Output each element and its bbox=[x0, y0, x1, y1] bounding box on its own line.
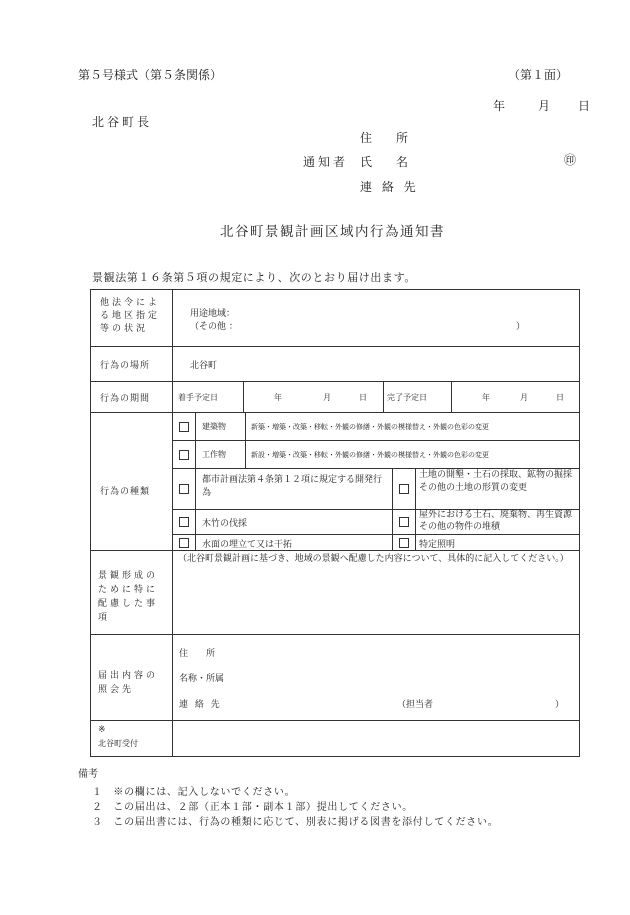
land-change-label: 土地の開墾・土石の採取、鉱物の掘採その他の土地の形質の変更 bbox=[419, 470, 573, 493]
other-zone-label: （その他 ： bbox=[190, 322, 238, 332]
start-day: 日 bbox=[359, 393, 367, 402]
page-label: （第１面） bbox=[508, 68, 569, 82]
building-label: 建築物 bbox=[202, 422, 226, 431]
building-checkbox[interactable] bbox=[179, 422, 189, 432]
consideration-input-area[interactable] bbox=[173, 580, 579, 634]
development-label: 都市計画法第４条第１２項に規定する開発行為 bbox=[202, 475, 383, 498]
structure-label: 工作物 bbox=[202, 450, 226, 459]
start-date-label: 着手予定日 bbox=[178, 393, 218, 402]
period-label: 行為の期間 bbox=[100, 394, 151, 404]
note-item: ２ この届出は、２部（正本１部・副本１部）提出してください。 bbox=[92, 802, 413, 813]
use-zone-label: 用途地域： bbox=[190, 309, 236, 319]
submitter-contact-label: 連 絡 先 bbox=[179, 700, 222, 710]
lighting-label: 特定照明 bbox=[419, 540, 456, 550]
location-value: 北谷町 bbox=[190, 361, 218, 371]
submitter-name-label: 名称・所属 bbox=[179, 674, 225, 684]
storage-label: 屋外における土石、廃棄物、再生資源その他の物件の堆積 bbox=[419, 510, 573, 532]
reclamation-checkbox[interactable] bbox=[179, 538, 189, 548]
end-date-label: 完了予定日 bbox=[387, 393, 427, 402]
notifier-label: 通知者 bbox=[303, 155, 349, 169]
date-month-label: 月 bbox=[538, 99, 551, 113]
notes-title: 備考 bbox=[78, 769, 98, 780]
note-item: ３ この届出書には、行為の種類に応じて、別表に掲げる図書を添付してください。 bbox=[92, 817, 499, 828]
land-change-checkbox[interactable] bbox=[399, 484, 409, 494]
storage-checkbox[interactable] bbox=[399, 517, 409, 527]
person-in-charge-close: ） bbox=[555, 700, 565, 710]
consideration-instruction: （北谷町景観計画に基づき、地域の景観へ配慮した内容について、具体的に記入してください。） bbox=[178, 554, 569, 564]
reception-mark: ※ bbox=[98, 725, 106, 735]
note-item: １ ※の欄には、記入しないでください。 bbox=[92, 787, 296, 798]
lighting-checkbox[interactable] bbox=[399, 538, 409, 548]
kind-label: 行為の種類 bbox=[100, 487, 151, 497]
seal-mark: ㊞ bbox=[564, 153, 577, 167]
development-checkbox[interactable] bbox=[179, 484, 189, 494]
date-day-label: 日 bbox=[578, 99, 591, 113]
date-year-label: 年 bbox=[493, 99, 506, 113]
building-desc: 新築・増築・改築・移転・外観の修繕・外観の模様替え・外観の色彩の変更 bbox=[251, 423, 489, 431]
addressee: 北谷町長 bbox=[92, 115, 153, 129]
tree-cutting-label: 木竹の伐採 bbox=[202, 519, 248, 529]
person-in-charge-label: （担当者 bbox=[397, 700, 434, 710]
structure-desc: 新設・増築・改築・移転・外観の修繕・外観の模様替え・外観の色彩の変更 bbox=[251, 451, 489, 459]
notifier-contact-label: 連 絡 先 bbox=[360, 180, 419, 194]
end-month: 月 bbox=[520, 393, 528, 402]
notifier-address-label: 住 所 bbox=[360, 131, 409, 145]
reception-label: 北谷町受付 bbox=[98, 739, 138, 748]
end-day: 日 bbox=[556, 393, 564, 402]
notifier-name-label: 氏 名 bbox=[360, 155, 409, 169]
other-law-label: 他法令による地区指定等の状況 bbox=[100, 298, 161, 334]
location-label: 行為の場所 bbox=[100, 361, 151, 371]
other-zone-close: ） bbox=[516, 322, 526, 332]
tree-cutting-checkbox[interactable] bbox=[179, 517, 189, 527]
end-year: 年 bbox=[482, 393, 490, 402]
intro-text: 景観法第１６条第５項の規定により、次のとおり届け出ます。 bbox=[92, 271, 416, 284]
document-title: 北谷町景観計画区域内行為通知書 bbox=[220, 224, 445, 240]
start-year: 年 bbox=[274, 393, 282, 402]
structure-checkbox[interactable] bbox=[179, 450, 189, 460]
form-number: 第５号様式（第５条関係） bbox=[78, 68, 223, 82]
consideration-label: 景観形成のために特に配慮した事項 bbox=[98, 571, 159, 623]
start-month: 月 bbox=[323, 393, 331, 402]
reclamation-label: 水面の埋立て又は干拓 bbox=[202, 540, 293, 550]
submitter-label: 届出内容の照会先 bbox=[98, 671, 159, 695]
submitter-address-label: 住 所 bbox=[179, 649, 216, 659]
